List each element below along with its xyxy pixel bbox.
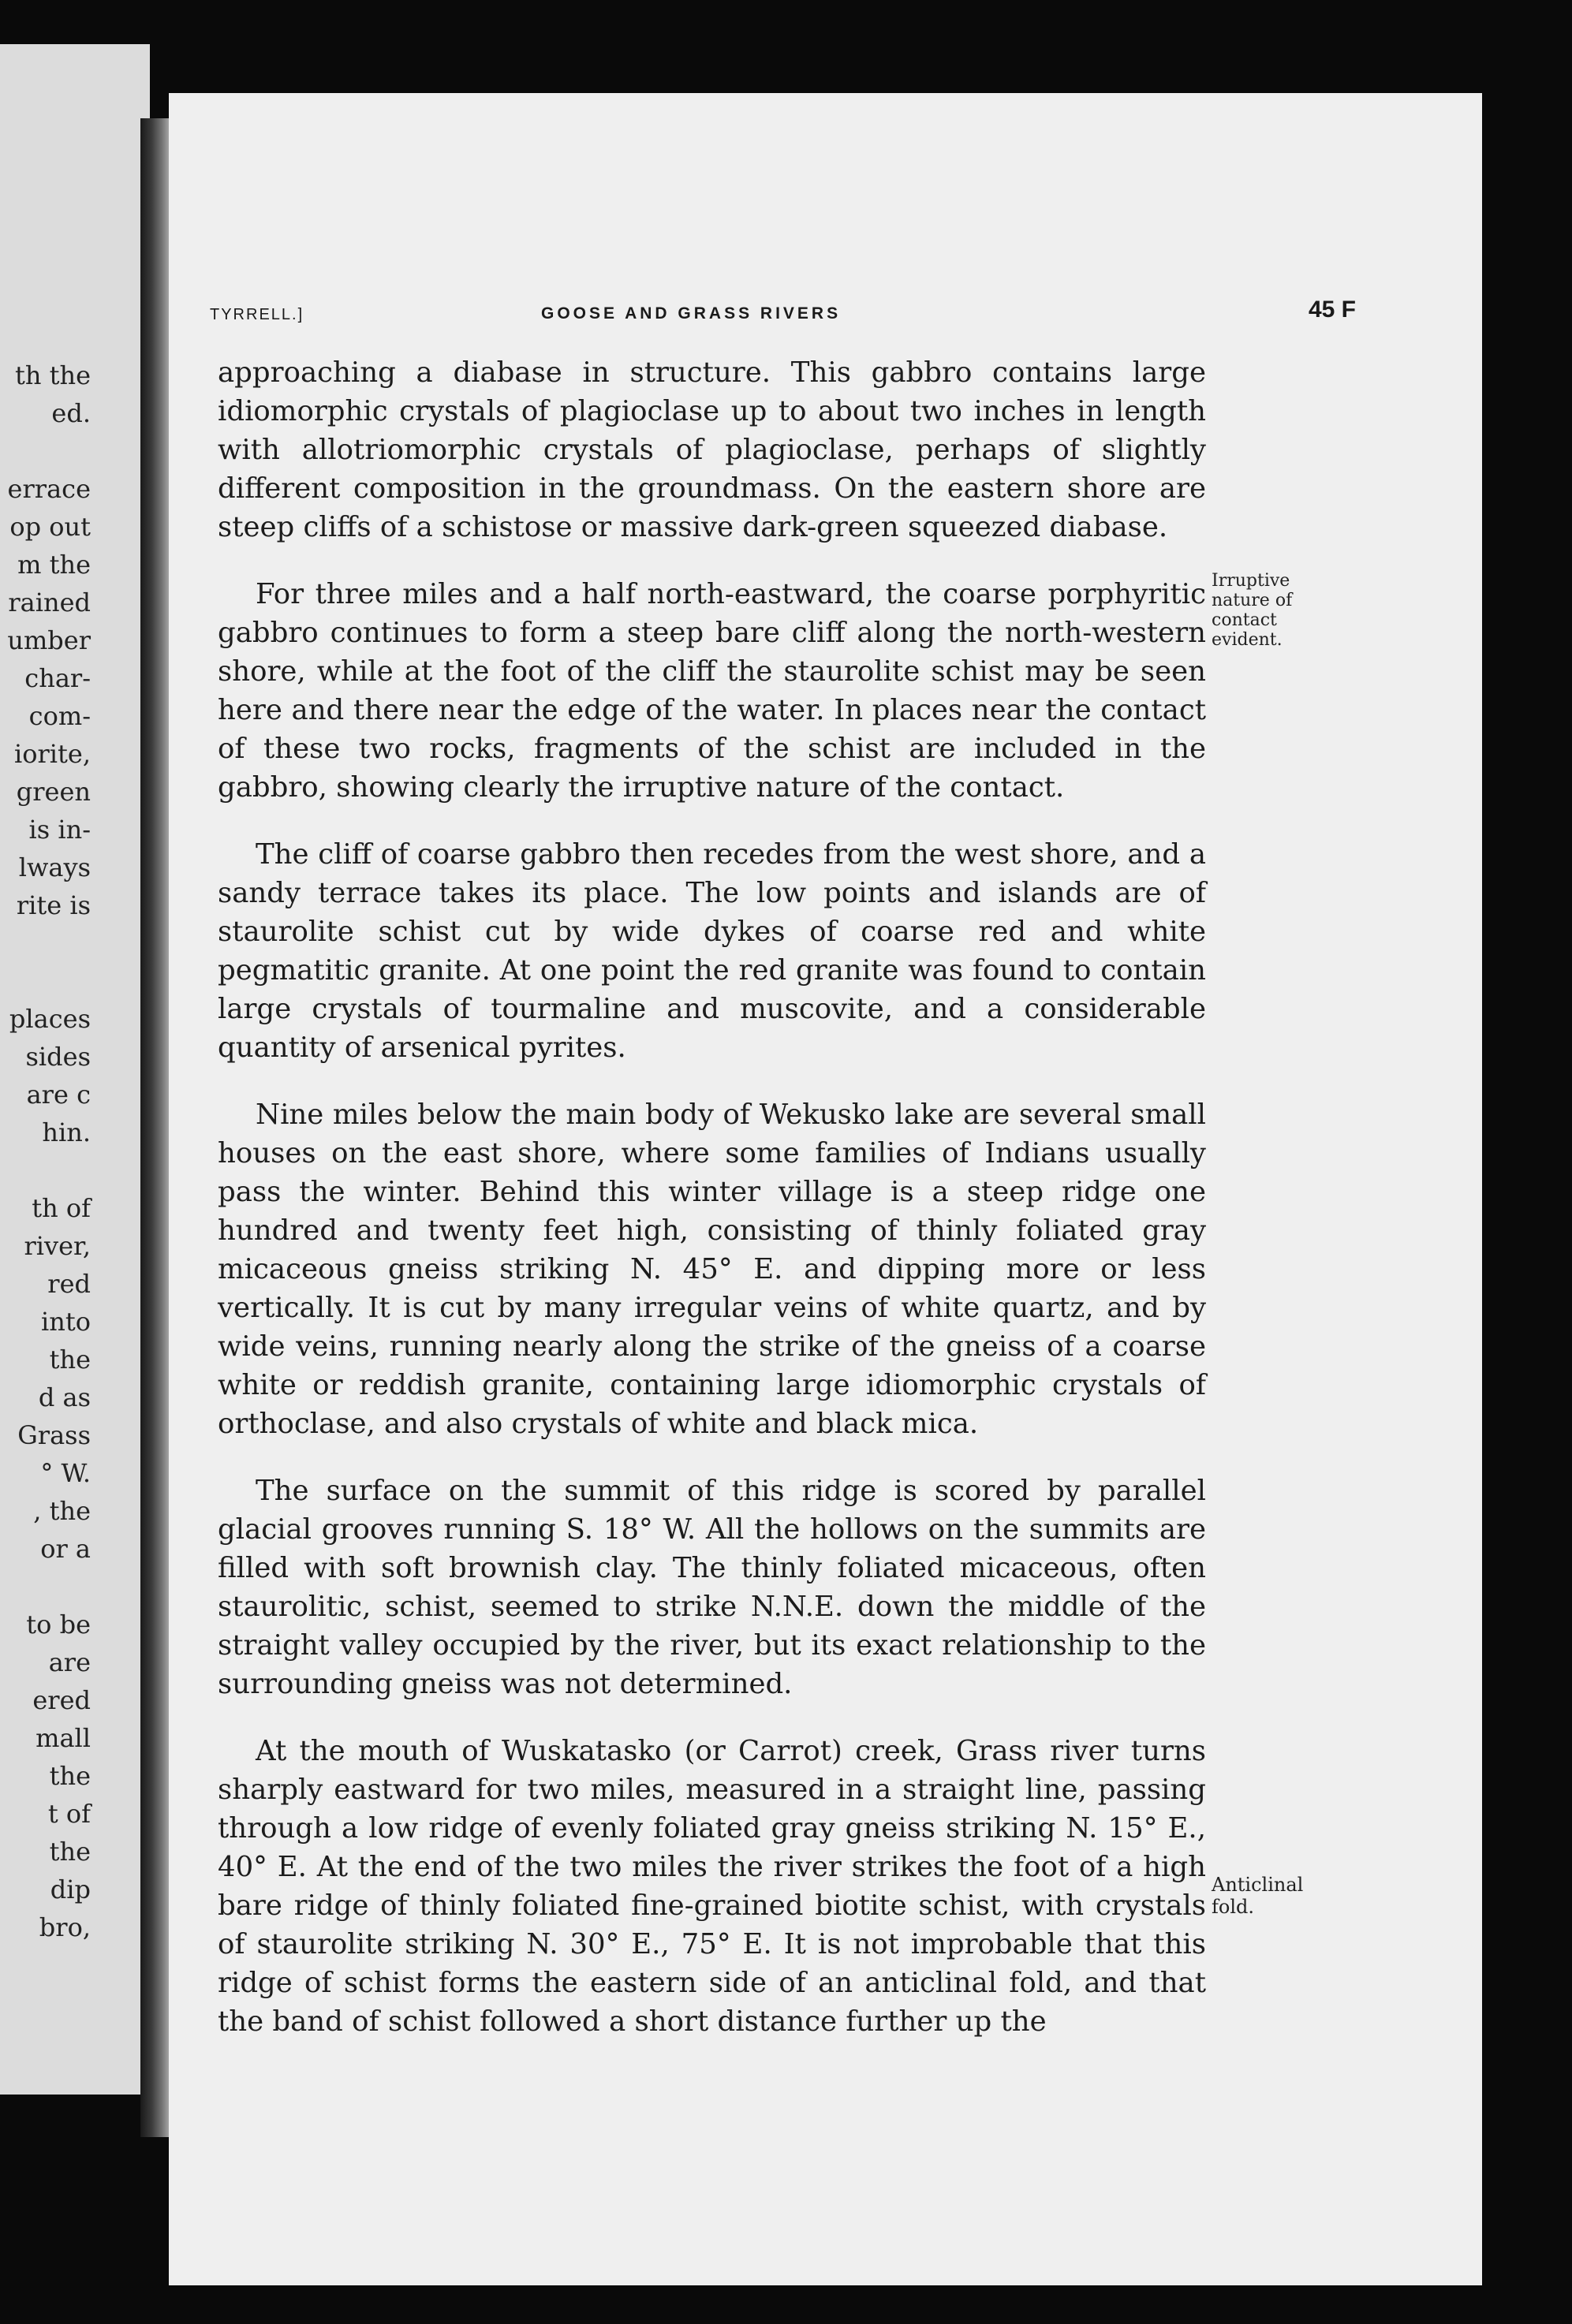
page-number: 45 F (1308, 297, 1356, 323)
facing-page-line: ed. (51, 398, 91, 428)
facing-page-line: rite is (16, 890, 91, 920)
book-page (169, 93, 1482, 2285)
sidenote-irruptive: Irruptive nature of contact evident. (1212, 571, 1293, 650)
facing-page-line: dip (50, 1874, 91, 1904)
facing-page-line: places (9, 1004, 91, 1034)
facing-page-line: ° W. (40, 1458, 91, 1488)
paragraph: The surface on the summit of this ridge is scored by parallel glacial grooves running S. 18° W. All the hollows on the summits are filled with soft brownish clay. The thinly foliated micaceous, often staurolitic, schist, seemed to strike N.N.E. down the middle of the straight valley occupied by the river, but its exact relationship to the surrounding gneiss was not determined. (218, 1475, 1206, 1700)
facing-page-line: is in- (28, 815, 91, 845)
body-text (218, 353, 1206, 2069)
sidenote-anticlinal: Anticlinal fold. (1212, 1874, 1304, 1918)
facing-page-line: the (49, 1837, 91, 1867)
paragraph: The cliff of coarse gabbro then recedes from the west shore, and a sandy terrace takes its place. The low points and islands are of staurolite schist cut by wide dykes of coarse red and white pegmatitic granite. At one point the red granite was found to contain large crystals of tourmaline and muscovite, and a considerable quantity of arsenical pyrites. (218, 838, 1206, 1064)
facing-page-line: sides (25, 1042, 91, 1072)
running-head-title: GOOSE AND GRASS RIVERS (541, 304, 842, 323)
facing-page-line: lways (18, 852, 91, 882)
facing-page-fragment (0, 44, 150, 2095)
facing-page-line: , the (33, 1496, 91, 1526)
facing-page-line: are c (26, 1080, 91, 1110)
facing-page-line: river, (24, 1231, 91, 1261)
facing-page-line: into (41, 1307, 91, 1337)
facing-page-line: umber (7, 625, 91, 655)
book-gutter (140, 118, 172, 2137)
facing-page-line: iorite, (14, 739, 91, 769)
running-head-author: TYRRELL.] (210, 306, 304, 323)
facing-page-line: bro, (39, 1912, 91, 1942)
facing-page-line: th the (14, 360, 91, 390)
facing-page-line: t of (47, 1799, 91, 1829)
facing-page-line: d as (38, 1382, 91, 1412)
facing-page-line: char- (24, 663, 91, 693)
facing-page-line: th of (32, 1193, 91, 1223)
facing-page-line: errace (7, 474, 91, 504)
paragraph: Nine miles below the main body of Wekusko lake are several small houses on the east shore, where some families of Indians usually pass the winter. Behind this winter village is a steep ridge one hundred and twenty feet high, consisting of thinly foliated gray micaceous gneiss striking N. 45° E. and dipping more or less vertically. It is cut by many irregular veins of white quartz, and by wide veins, running nearly along the strike of the gneiss of a coarse white or reddish granite, containing large idiomorphic crystals of orthoclase, and also crystals of white and black mica. (218, 1099, 1206, 1440)
facing-page-line: ered (32, 1685, 91, 1715)
running-header (210, 297, 1356, 328)
paragraph: At the mouth of Wuskatasko (or Carrot) creek, Grass river turns sharply eastward for two miles, measured in a straight line, passing through a low ridge of evenly foliated gray gneiss striking N. 15° E., 40° E. At the end of the two miles the river strikes the foot of a high bare ridge of thinly foliated fine-grained biotite schist, with crystals of staurolite striking N. 30° E., 75° E. It is not improbable that this ridge of schist forms the eastern side of an anticlinal fold, and that the band of schist followed a short distance further up the (218, 1735, 1206, 2038)
paragraph: For three miles and a half north-eastward, the coarse porphyritic gabbro continues to form a steep bare cliff along the north-western shore, while at the foot of the cliff the staurolite schist may be seen here and there near the edge of the water. In places near the contact of these two rocks, fragments of the schist are included in the gabbro, showing clearly the irruptive nature of the contact. (218, 578, 1206, 804)
facing-page-line: red (47, 1269, 91, 1299)
facing-page-line: com- (28, 701, 91, 731)
facing-page-line: rained (8, 588, 91, 617)
facing-page-line: to be (26, 1610, 91, 1639)
paragraph: approaching a diabase in structure. This gabbro contains large idiomorphic crystals of plagioclase up to about two inches in length with allotriomorphic crystals of plagioclase, perhaps of slightly different composition in the groundmass. On the eastern shore are steep cliffs of a schistose or massive dark-green squeezed diabase. (218, 356, 1206, 543)
facing-page-line: the (49, 1345, 91, 1375)
facing-page-line: are (48, 1647, 91, 1677)
facing-page-line: the (49, 1761, 91, 1791)
facing-page-line: m the (17, 550, 91, 580)
facing-page-line: green (16, 777, 91, 807)
facing-page-line: op out (9, 512, 91, 542)
facing-page-line: or a (40, 1534, 91, 1564)
facing-page-line: hin. (42, 1117, 91, 1147)
facing-page-line: Grass (17, 1420, 91, 1450)
facing-page-line: mall (35, 1723, 91, 1753)
